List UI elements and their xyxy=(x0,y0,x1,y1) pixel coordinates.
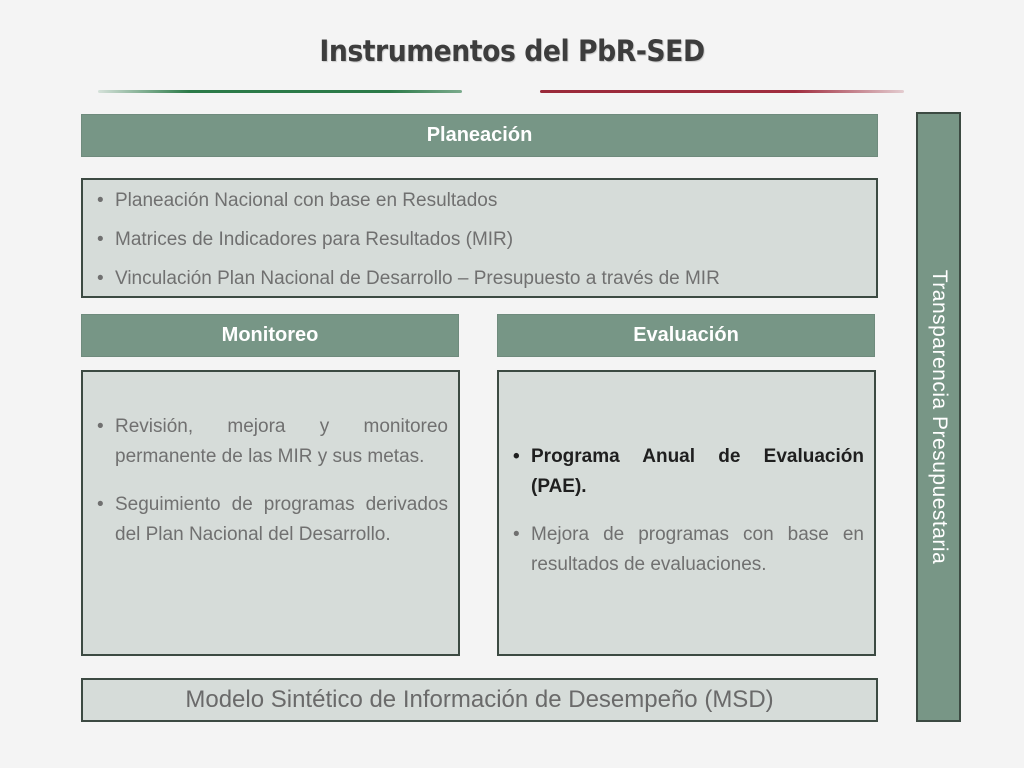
title-rule-green xyxy=(98,90,462,93)
bullet: • xyxy=(97,190,104,211)
monitoreo-list xyxy=(93,412,448,550)
monitoreo-item-1: Revisión, mejora y monitoreo permanente de las MIR y sus metas. xyxy=(115,416,448,467)
transparencia-bar xyxy=(916,112,961,722)
list-item xyxy=(93,412,448,472)
bullet: • xyxy=(97,494,104,515)
list-item xyxy=(93,264,866,294)
bullet: • xyxy=(97,268,104,289)
evaluacion-header-label: Evaluación xyxy=(633,324,739,346)
list-item xyxy=(93,225,866,255)
transparencia-label: Transparencia Presupuestaria xyxy=(927,269,951,565)
msd-label: Modelo Sintético de Información de Desempeño (MSD) xyxy=(185,686,774,713)
list-item xyxy=(509,442,864,502)
planeacion-item-3: Vinculación Plan Nacional de Desarrollo – Presupuesto a través de MIR xyxy=(115,268,720,289)
monitoreo-box xyxy=(81,370,460,656)
evaluacion-list xyxy=(509,442,864,580)
bullet: • xyxy=(97,416,104,437)
planeacion-list xyxy=(93,186,866,294)
bullet: • xyxy=(513,524,520,545)
evaluacion-item-1: Programa Anual de Evaluación (PAE). xyxy=(531,446,864,497)
title-rule-red xyxy=(540,90,904,93)
evaluacion-item-2: Mejora de programas con base en resultados de evaluaciones. xyxy=(531,524,864,575)
bullet: • xyxy=(97,229,104,250)
bullet: • xyxy=(513,446,520,467)
planeacion-item-2: Matrices de Indicadores para Resultados (MIR) xyxy=(115,229,514,250)
list-item xyxy=(509,520,864,580)
evaluacion-header xyxy=(497,314,875,357)
evaluacion-box xyxy=(497,370,876,656)
monitoreo-header-label: Monitoreo xyxy=(221,324,319,346)
planeacion-item-1: Planeación Nacional con base en Resultados xyxy=(115,190,498,211)
list-item xyxy=(93,490,448,550)
planeacion-header xyxy=(81,114,878,157)
slide-title: Instrumentos del PbR-SED xyxy=(319,34,705,68)
list-item xyxy=(93,186,866,216)
planeacion-header-label: Planeación xyxy=(426,124,533,146)
msd-box xyxy=(81,678,878,722)
monitoreo-item-2: Seguimiento de programas derivados del Plan Nacional del Desarrollo. xyxy=(115,494,448,545)
planeacion-box xyxy=(81,178,878,298)
monitoreo-header xyxy=(81,314,459,357)
